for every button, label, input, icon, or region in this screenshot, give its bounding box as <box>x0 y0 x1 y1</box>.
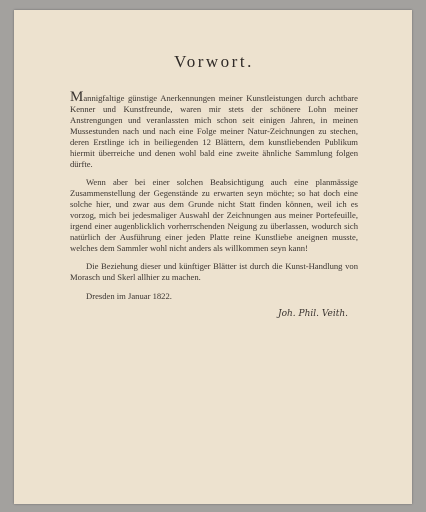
paragraph-3: Die Beziehung dieser und künftiger Blätter ist durch die Kunst-Handlung von Morasch und Skerl allhier zu machen. <box>70 261 358 282</box>
paragraph-2: Wenn aber bei einer solchen Beabsichtigung auch eine planmässige Zusammenstellung der Gegenstände zu erwarten seyn möchte; so hat doch eine solche hier, und zwar aus dem Grunde nicht Statt finden können, weil ich es vorzog, mich bei jedesmaliger Auswahl der Zeichnungen aus meiner Portefeuille, irgend einer augenblicklich vorherrschenden Neigung zu überlassen, wodurch sich natürlich der Ausführung einer jeden Platte reine Kunstliebe aneignen musste, welches dem Sammler wohl nicht anders als willkommen seyn kann! <box>70 177 358 253</box>
signature: Joh. Phil. Veith. <box>277 309 348 319</box>
document-sheet <box>14 10 412 504</box>
paragraph-1-text: annigfaltige günstige Anerkennungen meiner Kunstleistungen durch achtbare Kenner und Kunstfreunde, waren mir stets der schönere Lohn meiner Anstrengungen und veranlassten mich schon seit einigen Jahren, in meinen Mussestunden nach und nach eine Folge meiner Natur-Zeichnungen zu stechen, deren Erstlinge ich in beiliegenden 12 Blättern, dem kunstliebenden Publikum hiermit überreiche und denen wohl bald eine zweite ähnliche Sammlung folgen dürfte. <box>70 93 358 169</box>
date-line: Dresden im Januar 1822. <box>86 291 172 301</box>
document-content <box>70 44 358 319</box>
document-title: Vorwort. <box>174 52 254 71</box>
drop-cap: M <box>70 89 84 105</box>
paragraph-1 <box>70 89 358 170</box>
